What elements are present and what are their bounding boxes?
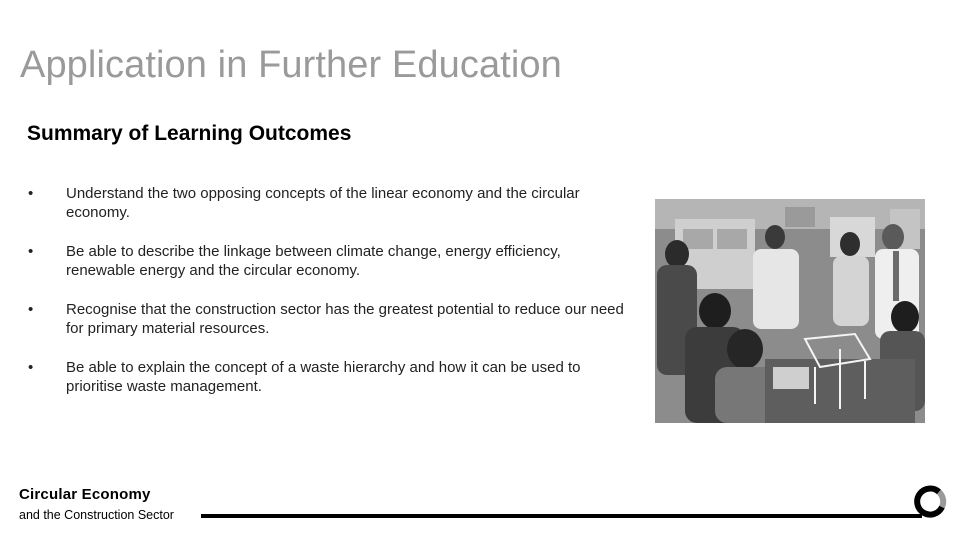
- outcome-text: Be able to describe the linkage between climate change, energy efficiency, renewable energy and the circular economy.: [66, 243, 561, 279]
- bullet-icon: •: [28, 243, 34, 260]
- bullet-icon: •: [28, 359, 34, 376]
- footer-divider-line: [201, 514, 922, 518]
- classroom-photo: [655, 199, 925, 423]
- bullet-icon: •: [28, 301, 34, 318]
- list-item: [28, 242, 628, 280]
- ring-logo-icon: [911, 485, 947, 521]
- outcome-text: Be able to explain the concept of a waste hierarchy and how it can be used to prioritise waste management.: [66, 359, 581, 395]
- bullet-icon: •: [28, 185, 34, 202]
- list-item: [28, 358, 628, 396]
- list-item: [28, 300, 628, 338]
- slide-subtitle: Summary of Learning Outcomes: [27, 122, 352, 145]
- footer-brand-title: Circular Economy: [19, 486, 151, 503]
- learning-outcomes-list: [28, 184, 628, 416]
- list-item: [28, 184, 628, 222]
- footer-brand-subtitle: and the Construction Sector: [19, 508, 174, 522]
- slide-title: Application in Further Education: [20, 44, 562, 86]
- outcome-text: Recognise that the construction sector has the greatest potential to reduce our need for primary material resources.: [66, 301, 624, 337]
- outcome-text: Understand the two opposing concepts of the linear economy and the circular economy.: [66, 185, 580, 221]
